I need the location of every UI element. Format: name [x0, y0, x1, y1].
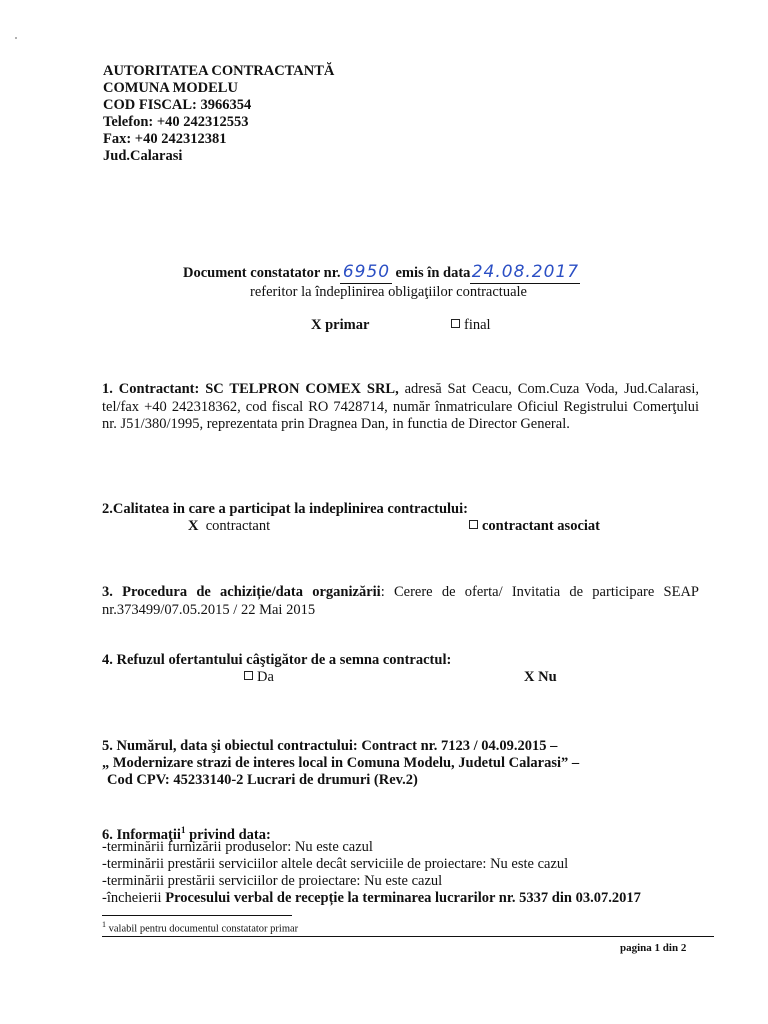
title-label-date: emis în data	[395, 265, 471, 281]
section2-opt-associat	[469, 518, 600, 536]
section6-item-design: -terminării prestării serviciilor de proiectare: Nu este cazul	[102, 873, 443, 889]
checkbox-icon	[469, 520, 478, 529]
header-fiscal-code: COD FISCAL: 3966354	[103, 97, 252, 113]
section4-da-text: Da	[257, 669, 274, 685]
section6-label-pre: 6. Informaţii	[102, 826, 181, 843]
footer-rule	[102, 936, 714, 937]
section2-x-mark: X	[188, 518, 199, 534]
type-primar: X primar	[311, 317, 370, 333]
section6-label-post: privind data:	[185, 826, 271, 843]
document-subtitle: referitor la îndeplinirea obligaţiilor contractuale	[250, 284, 527, 300]
section5-line3: Cod CPV: 45233140-2 Lucrari de drumuri (Rev.2)	[107, 772, 418, 788]
checkbox-icon	[244, 671, 253, 680]
handwritten-nr: 6950	[342, 262, 391, 282]
section4-opt-nu: X Nu	[524, 669, 557, 685]
section-contractant	[102, 381, 699, 434]
scan-speck	[15, 37, 17, 39]
header-phone: Telefon: +40 242312553	[103, 114, 249, 130]
nr-field	[340, 264, 392, 284]
section1-text: adresă Sat Ceacu, Com.Cuza Voda, Jud.Calarasi, tel/fax +40 242318362, cod fiscal RO 7428714, număr înmatriculare Oficiul Registrului Comerţului nr. J51/380/1995, reprezentata prin Dragnea Dan, in functia de Director General.	[102, 381, 699, 432]
section6-item-services: -terminării prestării serviciilor altele decât serviciile de proiectare: Nu este cazul	[102, 856, 569, 872]
footnote-text: valabil pentru documentul constatator primar	[106, 923, 299, 935]
section6-item-products: -terminării furnizării produselor: Nu este cazul	[102, 839, 373, 855]
document-title	[183, 264, 580, 284]
footnote	[102, 920, 298, 935]
section2-label: 2.Calitatea in care a participat la indeplinirea contractului:	[102, 501, 468, 517]
section6-item-reception	[102, 890, 641, 908]
title-label-nr: Document constatator nr.	[183, 265, 341, 281]
section-procedure	[102, 584, 699, 619]
section3-label: 3. Procedura de achiziție/data organizării	[102, 584, 381, 600]
section2-opt-contractant	[188, 518, 270, 536]
header-county: Jud.Calarasi	[103, 148, 183, 164]
section4-label: 4. Refuzul ofertantului câştigător de a semna contractul:	[102, 652, 452, 668]
footnote-marker: 1	[102, 920, 106, 929]
header-authority: AUTORITATEA CONTRACTANTĂ	[103, 63, 335, 79]
header-fax: Fax: +40 242312381	[103, 131, 227, 147]
header-commune: COMUNA MODELU	[103, 80, 238, 96]
section6-item4-bold: Procesului verbal de recepție la terminarea lucrarilor nr. 5337 din 03.07.2017	[165, 890, 641, 906]
section5-line2: „ Modernizare strazi de interes local in Comuna Modelu, Judetul Calarasi” –	[102, 755, 580, 771]
type-final	[451, 317, 491, 335]
footnote-ref: 1	[180, 825, 186, 835]
date-field	[470, 264, 580, 284]
section6-item4-pre: -încheierii	[102, 890, 166, 906]
type-final-label: final	[464, 317, 491, 333]
footnote-separator	[102, 915, 292, 916]
section1-label: 1. Contractant: SC TELPRON COMEX SRL,	[102, 381, 399, 397]
handwritten-date: 24.08.2017	[471, 262, 580, 282]
section2-opt1-text: contractant	[205, 518, 271, 534]
section2-opt2-text: contractant asociat	[482, 518, 600, 534]
section5-line1: 5. Numărul, data şi obiectul contractului: Contract nr. 7123 / 04.09.2015 –	[102, 738, 558, 754]
page-number: pagina 1 din 2	[620, 942, 687, 954]
section4-opt-da	[244, 669, 274, 687]
section3-text: : Cerere de oferta/ Invitatia de participare SEAP nr.373499/07.05.2015 / 22 Mai 2015	[102, 584, 699, 618]
checkbox-icon	[451, 319, 460, 328]
